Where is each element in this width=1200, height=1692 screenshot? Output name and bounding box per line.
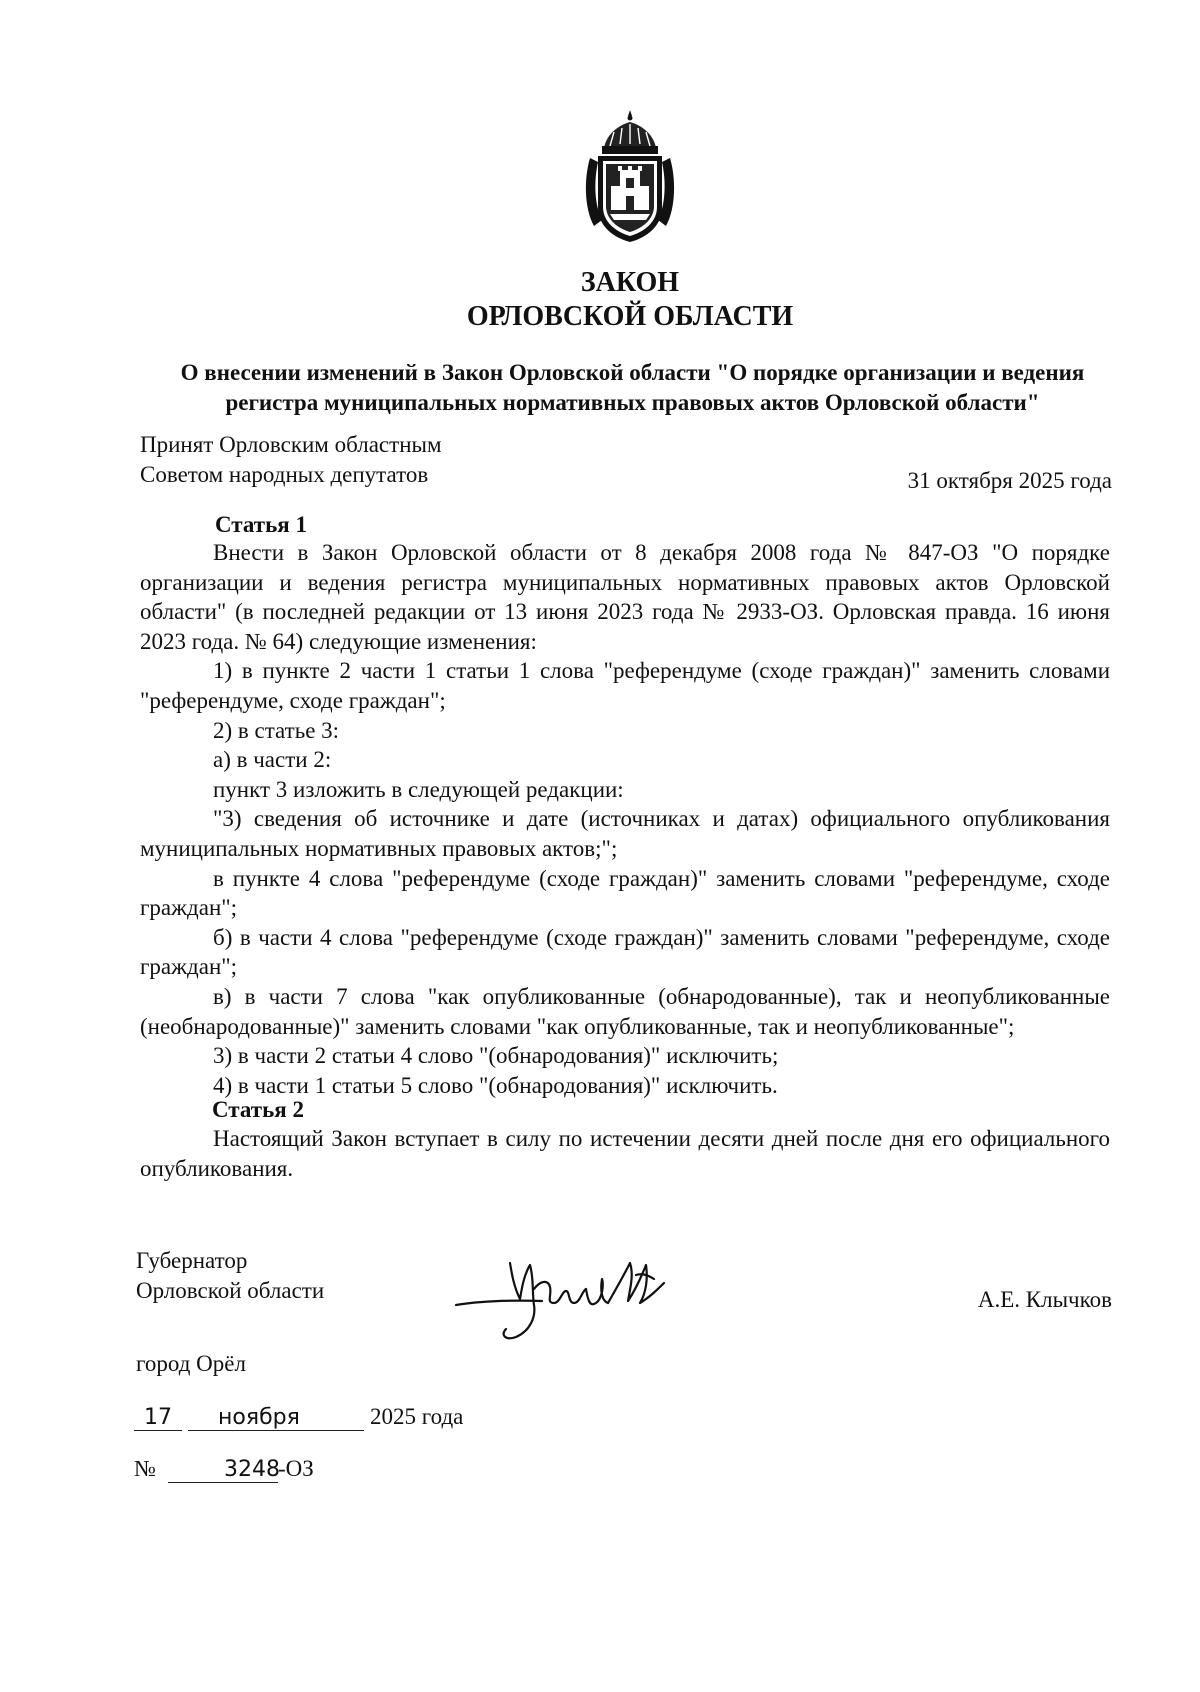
paragraph: в пункте 4 слова "референдуме (сходе граждан)" заменить словами "референдуме, сходе граждан"; <box>140 865 1110 921</box>
paragraph: а) в части 2: <box>213 747 332 773</box>
adoption-line: Советом народных депутатов <box>140 462 429 487</box>
article-1-body <box>140 538 1110 1100</box>
position-line: Губернатор <box>136 1248 248 1273</box>
paragraph: 2) в статье 3: <box>213 717 340 743</box>
article-1-heading: Статья 1 <box>215 512 307 537</box>
law-number-value: 3248 <box>168 1458 278 1483</box>
paragraph: в) в части 7 слова "как опубликованные (обнародованные), так и неопубликованные (необнародованные)" заменить словами "как опубликованные, так и неопубликованные"; <box>140 983 1110 1039</box>
signing-year: 2025 года <box>370 1404 464 1429</box>
adoption-date: 31 октября 2025 года <box>907 468 1112 493</box>
coat-of-arms-icon <box>580 108 680 246</box>
law-title: ЗАКОН <box>580 267 680 298</box>
paragraph: Настоящий Закон вступает в силу по истечении десяти дней после дня его официального опубликования. <box>140 1126 1110 1181</box>
signing-day: 17 <box>134 1406 182 1431</box>
number-sign: № <box>134 1456 156 1481</box>
adoption-body <box>140 430 442 490</box>
position-line: Орловской области <box>136 1278 325 1303</box>
law-number <box>134 1454 314 1484</box>
adoption-line: Принят Орловским областным <box>140 432 442 457</box>
paragraph: 3) в части 2 статьи 4 слово "(обнародования)" исключить; <box>213 1043 779 1069</box>
paragraph: пункт 3 изложить в следующей редакции: <box>213 776 624 802</box>
law-region: ОРЛОВСКОЙ ОБЛАСТИ <box>466 301 794 332</box>
article-2-heading: Статья 2 <box>212 1097 304 1122</box>
paragraph: 4) в части 1 статьи 5 слово "(обнародования)" исключить. <box>213 1072 778 1098</box>
handwritten-signature-icon <box>450 1245 680 1345</box>
paragraph: Внести в Закон Орловской области от 8 декабря 2008 года № 847-ОЗ "О порядке организации и ведения регистра муниципальных нормативных правовых актов Орловской области" (в последней редакции от 13 июня 2023 года № 2933-ОЗ. Орловская правда. 16 июня 2023 года. № 64) следующие изменения: <box>140 540 1110 654</box>
signatory-position <box>136 1246 324 1306</box>
paragraph: б) в части 4 слова "референдуме (сходе граждан)" заменить словами "референдуме, сходе граждан"; <box>140 924 1110 980</box>
paragraph: 1) в пункте 2 части 1 статьи 1 слова "референдуме (сходе граждан)" заменить словами "референдуме, сходе граждан"; <box>140 658 1110 713</box>
city: город Орёл <box>136 1351 246 1376</box>
signatory-name: А.Е. Клычков <box>977 1287 1112 1312</box>
paragraph: "3) сведения об источнике и дате (источниках и датах) официального опубликования муниципальных нормативных правовых актов;"; <box>140 806 1110 861</box>
signing-month: ноября <box>188 1406 364 1431</box>
law-subject: О внесении изменений в Закон Орловской области "О порядке организации и ведения регистра муниципальных нормативных правовых актов Орловской области" <box>180 360 1085 415</box>
signing-date <box>134 1402 463 1432</box>
law-number-suffix: -ОЗ <box>277 1456 314 1481</box>
article-2-body <box>140 1124 1110 1183</box>
